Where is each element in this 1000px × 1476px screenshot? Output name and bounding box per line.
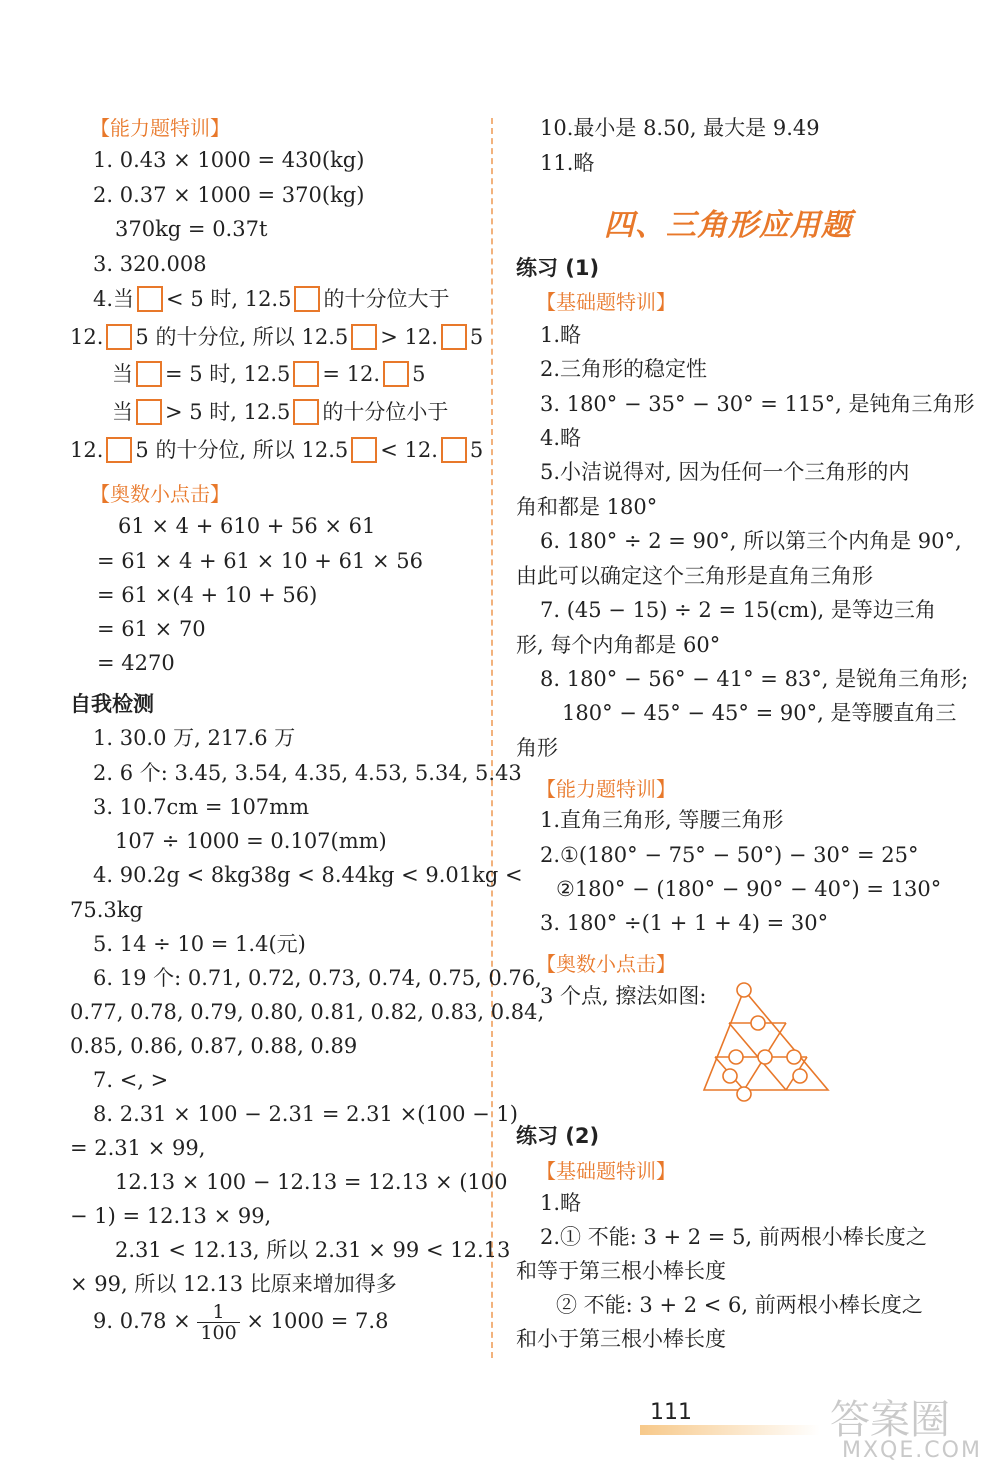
answer-line: 1.略: [540, 323, 582, 347]
answer-line: 0.85, 0.86, 0.87, 0.88, 0.89: [70, 1034, 358, 1058]
answer-line: 7. <, >: [93, 1068, 169, 1092]
blank-box: [136, 399, 162, 425]
answer-line: 和小于第三根小棒长度: [516, 1327, 726, 1351]
answer-line: 180° − 45° − 45° = 90°, 是等腰直角三: [562, 701, 957, 725]
section-heading-self-test: 自我检测: [70, 692, 154, 716]
answer-line: 2.31 < 12.13, 所以 2.31 × 99 < 12.13: [115, 1238, 511, 1262]
answer-line: 6. 180° ÷ 2 = 90°, 所以第三个内角是 90°,: [540, 529, 962, 553]
answer-line-4e: 12. 5 的十分位, 所以 12.5 < 12. 5: [70, 438, 484, 462]
section-tag-basic: 【基础题特训】: [536, 290, 676, 314]
answer-line: 1. 30.0 万, 217.6 万: [93, 726, 296, 750]
blank-box: [441, 324, 467, 350]
answer-line: 4.略: [540, 426, 582, 450]
answer-line-4b: 12. 5 的十分位, 所以 12.5 > 12. 5: [70, 325, 484, 349]
blank-box: [351, 437, 377, 463]
answer-line: 由此可以确定这个三角形是直角三角形: [516, 564, 873, 588]
blank-box: [294, 286, 320, 312]
answer-line: 2. 6 个: 3.45, 3.54, 4.35, 4.53, 5.34, 5.43: [93, 761, 522, 785]
answer-line: 3 个点, 擦法如图:: [540, 984, 707, 1008]
answer-line: 3. 180° − 35° − 30° = 115°, 是钝角三角形: [540, 392, 975, 416]
blank-box: [383, 361, 409, 387]
answer-line: 75.3kg: [70, 898, 143, 922]
answer-line: 角和都是 180°: [516, 495, 658, 519]
answer-line: 10.最小是 8.50, 最大是 9.49: [540, 116, 820, 140]
answer-line: ②180° − (180° − 90° − 40°) = 130°: [556, 877, 942, 901]
answer-line: 3. 180° ÷(1 + 1 + 4) = 30°: [540, 911, 829, 935]
section-tag-ability-2: 【能力题特训】: [536, 777, 676, 801]
answer-line: 107 ÷ 1000 = 0.107(mm): [115, 829, 387, 853]
section-tag-basic-2: 【基础题特训】: [536, 1159, 676, 1183]
answer-line: 11.略: [540, 151, 595, 175]
fraction: $\frac{1}{100}$: [197, 1302, 239, 1343]
answer-line-fraction: 9. 0.78 × $\frac{1}{100}$ × 1000 = 7.8: [93, 1301, 389, 1344]
answer-line: 1. 0.43 × 1000 = 430(kg): [93, 148, 365, 172]
answer-line: 0.77, 0.78, 0.79, 0.80, 0.81, 0.82, 0.83, 0.84,: [70, 1000, 545, 1024]
node-circle: [737, 983, 751, 997]
answer-line: 3. 320.008: [93, 252, 207, 276]
node-circle: [729, 1050, 743, 1064]
answer-line: 5. 14 ÷ 10 = 1.4(元): [93, 932, 306, 956]
node-circle: [787, 1050, 801, 1064]
section-tag-olympiad: 【奥数小点击】: [90, 482, 230, 506]
blank-box: [137, 286, 163, 312]
answer-line: = 61 × 4 + 61 × 10 + 61 × 56: [97, 549, 423, 573]
answer-line: 形, 每个内角都是 60°: [516, 633, 721, 657]
blank-box: [106, 324, 132, 350]
watermark-url: MXQE.COM: [842, 1438, 982, 1463]
answer-line: 3. 10.7cm = 107mm: [93, 795, 309, 819]
chapter-title: 四、三角形应用题: [604, 208, 852, 243]
triangle-grid-icon: [700, 980, 835, 1102]
answer-line-4d: 当 > 5 时, 12.5 的十分位小于: [112, 400, 449, 424]
node-circle: [723, 1069, 737, 1083]
blank-box: [293, 361, 319, 387]
answer-line: 7. (45 − 15) ÷ 2 = 15(cm), 是等边三角: [540, 598, 936, 622]
node-circle: [737, 1087, 751, 1101]
answer-line: − 1) = 12.13 × 99,: [70, 1204, 272, 1228]
exercise-heading-2: 练习 (2): [516, 1124, 600, 1148]
answer-line: 和等于第三根小棒长度: [516, 1259, 726, 1283]
footer-decoration: [640, 1425, 820, 1435]
node-circle: [758, 1050, 772, 1064]
watermark-logo: 答案圈: [830, 1397, 950, 1443]
answer-line: 61 × 4 + 610 + 56 × 61: [118, 514, 376, 538]
answer-line: 角形: [516, 736, 558, 760]
section-tag-ability: 【能力题特训】: [90, 116, 230, 140]
answer-line: = 61 × 70: [97, 617, 206, 641]
answer-line: × 99, 所以 12.13 比原来增加得多: [70, 1272, 397, 1296]
answer-line: 8. 2.31 × 100 − 2.31 = 2.31 ×(100 − 1): [93, 1102, 518, 1126]
exercise-heading-1: 练习 (1): [516, 256, 600, 280]
answer-line: 2.三角形的稳定性: [540, 357, 708, 381]
node-circle: [751, 1016, 765, 1030]
answer-line: 12.13 × 100 − 12.13 = 12.13 × (100: [115, 1170, 508, 1194]
answer-line-4a: 4.当 < 5 时, 12.5 的十分位大于: [93, 287, 450, 311]
answer-line: 8. 180° − 56° − 41° = 83°, 是锐角三角形;: [540, 667, 969, 691]
blank-box: [106, 437, 132, 463]
answer-line-4c: 当 = 5 时, 12.5 = 12. 5: [112, 362, 426, 386]
blank-box: [293, 399, 319, 425]
node-circle: [793, 1069, 807, 1083]
blank-box: [136, 361, 162, 387]
page-number: 111: [650, 1400, 692, 1425]
answer-line: ② 不能: 3 + 2 < 6, 前两根小棒长度之: [556, 1293, 923, 1317]
blank-box: [351, 324, 377, 350]
answer-line: 2.①(180° − 75° − 50°) − 30° = 25°: [540, 843, 919, 867]
answer-line: 2.① 不能: 3 + 2 = 5, 前两根小棒长度之: [540, 1225, 927, 1249]
answer-line: = 2.31 × 99,: [70, 1136, 206, 1160]
answer-line: 2. 0.37 × 1000 = 370(kg): [93, 183, 365, 207]
answer-line: = 4270: [97, 651, 175, 675]
answer-line: 6. 19 个: 0.71, 0.72, 0.73, 0.74, 0.75, 0.76,: [93, 966, 542, 990]
answer-line: 1.直角三角形, 等腰三角形: [540, 808, 784, 832]
answer-line: 370kg = 0.37t: [115, 217, 268, 241]
answer-line: = 61 ×(4 + 10 + 56): [97, 583, 318, 607]
answer-line: 5.小洁说得对, 因为任何一个三角形的内: [540, 460, 910, 484]
blank-box: [441, 437, 467, 463]
answer-line: 1.略: [540, 1191, 582, 1215]
answer-line: 4. 90.2g < 8kg38g < 8.44kg < 9.01kg <: [93, 863, 523, 887]
section-tag-olympiad-2: 【奥数小点击】: [536, 952, 676, 976]
